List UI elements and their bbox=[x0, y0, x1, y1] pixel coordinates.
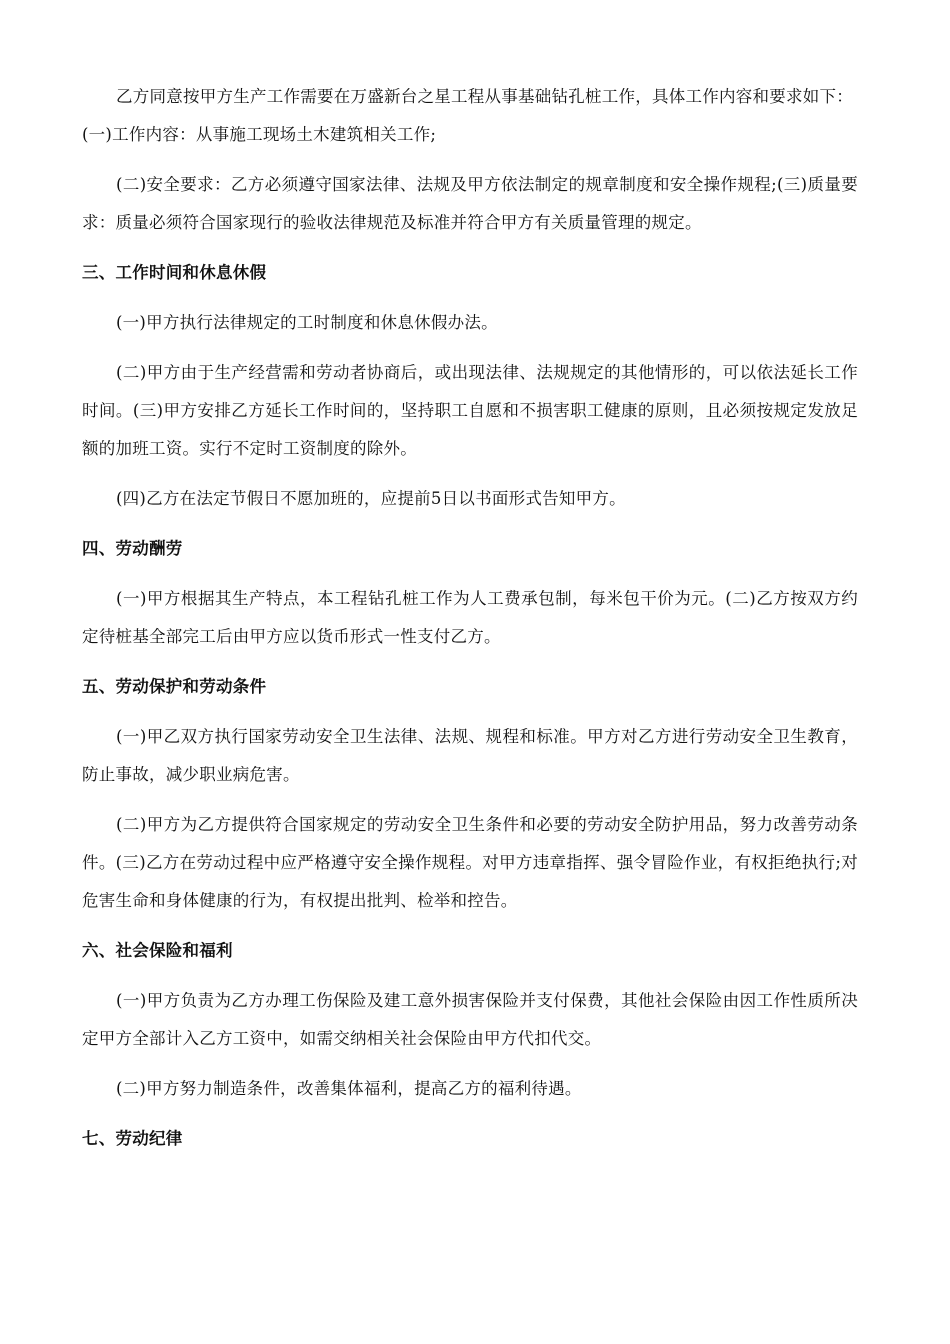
section-heading-labor-discipline: 七、劳动纪律 bbox=[82, 1129, 183, 1148]
section-heading-work-hours: 三、工作时间和休息休假 bbox=[82, 263, 267, 282]
section-heading-remuneration: 四、劳动酬劳 bbox=[82, 539, 183, 558]
paragraph-remuneration: (一)甲方根据其生产特点，本工程钻孔桩工作为人工费承包制，每米包干价为元。(二)乙方按双方约定待桩基全部完工后由甲方应以货币形式一性支付乙方。 bbox=[82, 589, 858, 646]
paragraph-work-hours-4: (四)乙方在法定节假日不愿加班的，应提前5日以书面形式告知甲方。 bbox=[116, 489, 626, 508]
section-heading-social-insurance: 六、社会保险和福利 bbox=[82, 941, 233, 960]
paragraph-social-insurance-1: (一)甲方负责为乙方办理工伤保险及建工意外损害保险并支付保费，其他社会保险由因工作性质所决定甲方全部计入乙方工资中，如需交纳相关社会保险由甲方代扣代交。 bbox=[82, 991, 858, 1048]
paragraph-safety-quality: (二)安全要求：乙方必须遵守国家法律、法规及甲方依法制定的规章制度和安全操作规程;(三)质量要求：质量必须符合国家现行的验收法律规范及标准并符合甲方有关质量管理的规定。 bbox=[82, 175, 858, 232]
section-heading-labor-protection: 五、劳动保护和劳动条件 bbox=[82, 677, 267, 696]
paragraph-social-insurance-2: (二)甲方努力制造条件，改善集体福利，提高乙方的福利待遇。 bbox=[116, 1079, 582, 1098]
paragraph-work-content: (一)工作内容：从事施工现场土木建筑相关工作; bbox=[82, 125, 437, 144]
paragraph-labor-protection-2: (二)甲方为乙方提供符合国家规定的劳动安全卫生条件和必要的劳动安全防护用品，努力改善劳动条件。(三)乙方在劳动过程中应严格遵守安全操作规程。对甲方违章指挥、强令冒险作业，有权拒绝执行;对危害生命和身体健康的行为，有权提出批判、检举和控告。 bbox=[82, 815, 858, 910]
paragraph-work-hours-2: (二)甲方由于生产经营需和劳动者协商后，或出现法律、法规规定的其他情形的，可以依法延长工作时间。(三)甲方安排乙方延长工作时间的，坚持职工自愿和不损害职工健康的原则，且必须按规定发放足额的加班工资。实行不定时工资制度的除外。 bbox=[82, 363, 858, 458]
paragraph-work-content-intro: 乙方同意按甲方生产工作需要在万盛新台之星工程从事基础钻孔桩工作，具体工作内容和要求如下： bbox=[116, 87, 853, 106]
paragraph-labor-protection-1: (一)甲乙双方执行国家劳动安全卫生法律、法规、规程和标准。甲方对乙方进行劳动安全卫生教育，防止事故，减少职业病危害。 bbox=[82, 727, 858, 784]
paragraph-work-hours-1: (一)甲方执行法律规定的工时制度和休息休假办法。 bbox=[116, 313, 498, 332]
